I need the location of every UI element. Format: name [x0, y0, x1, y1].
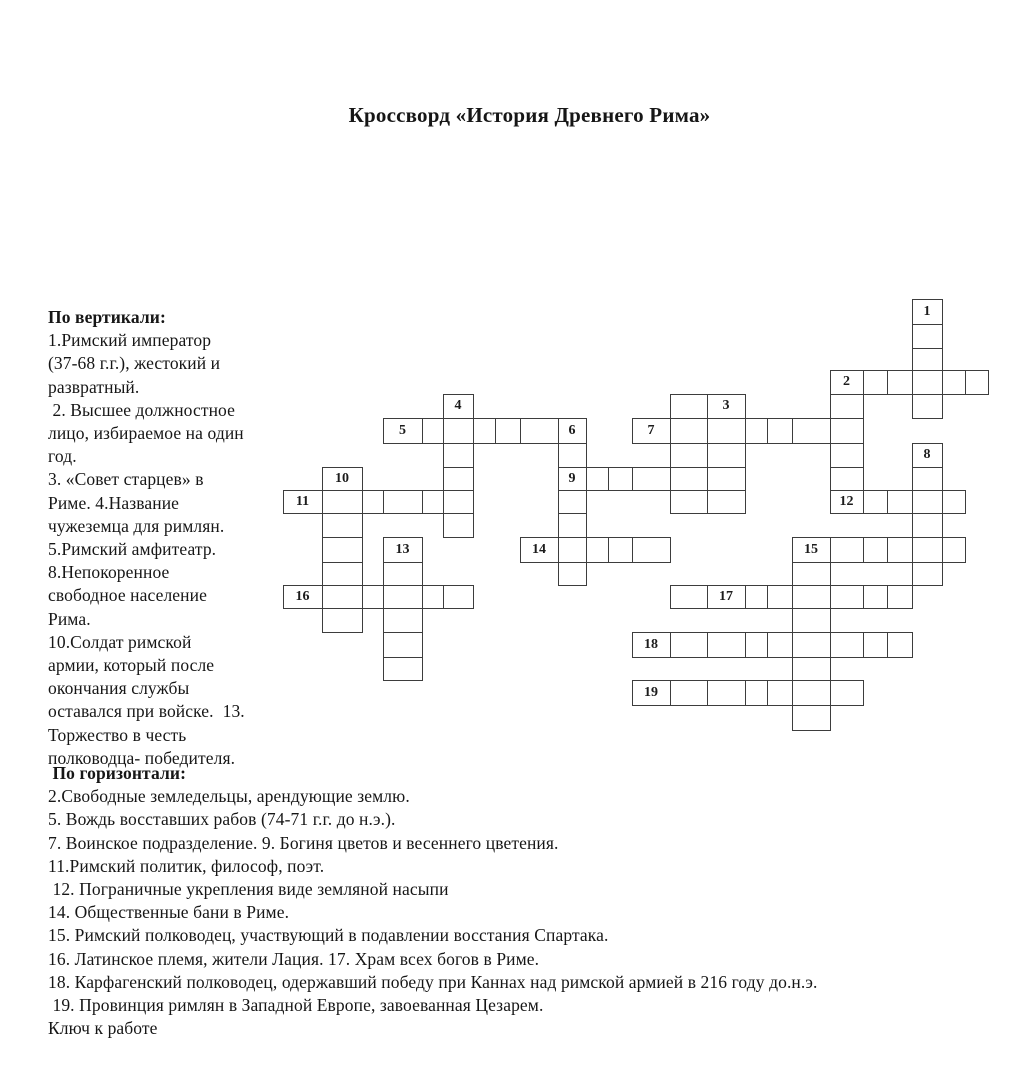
vertical-clue-line: окончания службы [48, 678, 190, 699]
crossword-number: 9 [568, 470, 576, 486]
crossword-cell [443, 418, 474, 444]
crossword-cell [792, 562, 831, 586]
crossword-cell [792, 418, 831, 444]
crossword-cell [473, 418, 496, 444]
crossword-cell [322, 513, 363, 538]
horizontal-clue-line: По горизонтали: [48, 763, 186, 783]
crossword-cell [443, 513, 474, 538]
crossword-cell [767, 632, 793, 658]
crossword-cell [745, 680, 768, 706]
crossword-cell [863, 490, 888, 514]
crossword-cell [322, 562, 363, 586]
crossword-cell [586, 467, 609, 491]
crossword-number: 19 [644, 684, 658, 700]
crossword-cell [422, 418, 444, 444]
crossword-cell [942, 490, 966, 514]
vertical-clue-line: год. [48, 446, 77, 467]
crossword-cell [767, 418, 793, 444]
crossword-cell [670, 585, 708, 609]
crossword-cell [670, 443, 708, 468]
crossword-cell [608, 467, 633, 491]
crossword-cell [383, 632, 423, 658]
crossword-cell [586, 537, 609, 563]
crossword-cell [830, 467, 864, 491]
crossword-cell [912, 370, 943, 395]
crossword-cell [792, 705, 831, 731]
crossword-cell [745, 418, 768, 444]
crossword-cell [887, 370, 913, 395]
crossword-cell [422, 585, 444, 609]
vertical-clue-line: Рима. [48, 608, 91, 629]
crossword-number: 3 [722, 398, 730, 413]
crossword-cell [912, 324, 943, 349]
crossword-cell [707, 467, 746, 491]
crossword-cell [383, 562, 423, 586]
crossword-cell [707, 490, 746, 514]
crossword-cell [707, 418, 746, 444]
crossword-cell [670, 394, 708, 419]
vertical-clue-line: оставался при войске. 13. [48, 701, 245, 722]
crossword-number: 13 [395, 541, 410, 557]
crossword-cell [362, 585, 384, 609]
horizontal-clue-line: 18. Карфагенский полководец, одержавший победу при Каннах над римской армией в 216 году до.н.э. [48, 971, 818, 992]
horizontal-clue-line: 12. Пограничные укрепления виде земляной насыпи [48, 879, 449, 900]
horizontal-clue-line: 11.Римский политик, философ, поэт. [48, 855, 325, 876]
crossword-cell [558, 443, 587, 468]
vertical-clues-block [48, 306, 245, 770]
crossword-cell [830, 585, 864, 609]
crossword-cell [863, 370, 888, 395]
crossword-cell [670, 418, 708, 444]
crossword-number: 4 [454, 398, 462, 413]
crossword-number: 11 [295, 493, 310, 509]
crossword-cell [912, 537, 943, 563]
crossword-number: 6 [568, 422, 576, 438]
crossword-number: 10 [335, 470, 349, 486]
vertical-clue-line: Торжество в честь [48, 724, 187, 745]
crossword-cell [912, 467, 943, 491]
crossword-number: 8 [923, 447, 931, 462]
crossword-cell [887, 585, 913, 609]
horizontal-clue-line: 2.Свободные земледельцы, арендующие землю. [48, 786, 410, 807]
crossword-number: 2 [843, 374, 850, 389]
crossword-cell [830, 680, 864, 706]
crossword-cell [707, 632, 746, 658]
vertical-clue-line: чужеземца для римлян. [48, 515, 225, 536]
crossword-cell [443, 467, 474, 491]
crossword-cell [792, 657, 831, 681]
vertical-clue-line: 1.Римский император [48, 330, 212, 351]
crossword-cell [965, 370, 989, 395]
crossword-cell [558, 490, 587, 514]
vertical-clue-line: 5.Римский амфитеатр. [48, 539, 217, 560]
crossword-cell [383, 585, 423, 609]
crossword-cell [670, 632, 708, 658]
crossword-cell [322, 585, 363, 609]
crossword-cell [887, 537, 913, 563]
crossword-cell [383, 608, 423, 633]
vertical-clue-line: полководца- победителя. [48, 747, 236, 768]
crossword-cell [887, 632, 913, 658]
crossword-cell [707, 443, 746, 468]
crossword-cell [322, 537, 363, 563]
crossword-cell [558, 513, 587, 538]
crossword-cell [383, 657, 423, 681]
vertical-clue-line: По вертикали: [48, 307, 166, 327]
crossword-cell [792, 680, 831, 706]
crossword-cell [670, 490, 708, 514]
crossword-cell [707, 680, 746, 706]
crossword-cell [912, 513, 943, 538]
crossword-cell [792, 585, 831, 609]
crossword-cell [792, 608, 831, 633]
vertical-clue-line: 10.Солдат римской [48, 631, 192, 652]
crossword-cell [942, 537, 966, 563]
crossword-cell [767, 680, 793, 706]
crossword-cell [632, 537, 671, 563]
crossword-cell [558, 537, 587, 563]
crossword-cell [887, 490, 913, 514]
crossword-cell [830, 632, 864, 658]
horizontal-clue-line: 16. Латинское племя, жители Лация. 17. Храм всех богов в Риме. [48, 948, 540, 969]
vertical-clue-line: свободное население [48, 585, 207, 606]
crossword-number: 17 [719, 588, 733, 604]
crossword-cell [632, 467, 671, 491]
crossword-cell [912, 562, 943, 586]
crossword-cell [670, 467, 708, 491]
crossword-cell [912, 348, 943, 371]
vertical-clue-line: (37-68 г.г.), жестокий и [48, 353, 221, 374]
crossword-cell [830, 394, 864, 419]
crossword-number: 16 [295, 588, 310, 604]
crossword-number: 5 [399, 422, 406, 438]
vertical-clue-line: армии, который после [48, 655, 215, 676]
crossword-number: 1 [923, 303, 931, 319]
crossword-cell [608, 537, 633, 563]
crossword-number: 18 [644, 636, 658, 652]
crossword-number: 15 [804, 541, 818, 557]
crossword-cell [942, 370, 966, 395]
crossword-cell [792, 632, 831, 658]
crossword-cell [912, 394, 943, 419]
crossword-number: 14 [532, 541, 546, 557]
crossword-cell [520, 418, 559, 444]
crossword-cell [422, 490, 444, 514]
horizontal-clue-line: 7. Воинское подразделение. 9. Богиня цветов и весеннего цветения. [48, 832, 559, 853]
crossword-cell [830, 418, 864, 444]
crossword-cell [670, 680, 708, 706]
crossword-cell [495, 418, 521, 444]
crossword-number: 7 [647, 422, 655, 438]
horizontal-clue-line: 14. Общественные бани в Риме. [48, 902, 290, 923]
vertical-clue-line: Риме. 4.Название [48, 492, 180, 513]
horizontal-clues-block [48, 762, 817, 1040]
crossword-cell [362, 490, 384, 514]
crossword-cell [322, 608, 363, 633]
crossword-cell [558, 562, 587, 586]
crossword-cell [745, 632, 768, 658]
vertical-clue-line: лицо, избираемое на один [48, 423, 244, 444]
crossword-cell [443, 585, 474, 609]
crossword-cell [912, 490, 943, 514]
vertical-clue-line: 2. Высшее должностное [48, 399, 235, 420]
crossword-cell [863, 632, 888, 658]
crossword-cell [830, 537, 864, 563]
crossword-cell [745, 585, 768, 609]
crossword-cell [863, 585, 888, 609]
horizontal-clue-line: 19. Провинция римлян в Западной Европе, завоеванная Цезарем. [48, 995, 544, 1016]
crossword-cell [830, 443, 864, 468]
vertical-clue-line: развратный. [48, 376, 140, 397]
crossword-cell [863, 537, 888, 563]
crossword-cell [767, 585, 793, 609]
crossword-number: 12 [839, 493, 854, 509]
horizontal-clue-line: 15. Римский полководец, участвующий в подавлении восстания Спартака. [48, 925, 609, 946]
crossword-cell [443, 443, 474, 468]
vertical-clue-line: 3. «Совет старцев» в [48, 469, 204, 490]
crossword-cell [383, 490, 423, 514]
horizontal-clue-line: Ключ к работе [48, 1018, 158, 1039]
crossword-cell [322, 490, 363, 514]
vertical-clue-line: 8.Непокоренное [48, 562, 170, 583]
page-title: Кроссворд «История Древнего Рима» [348, 103, 711, 127]
horizontal-clue-line: 5. Вождь восставших рабов (74-71 г.г. до н.э.). [48, 809, 396, 830]
crossword-cell [443, 490, 474, 514]
